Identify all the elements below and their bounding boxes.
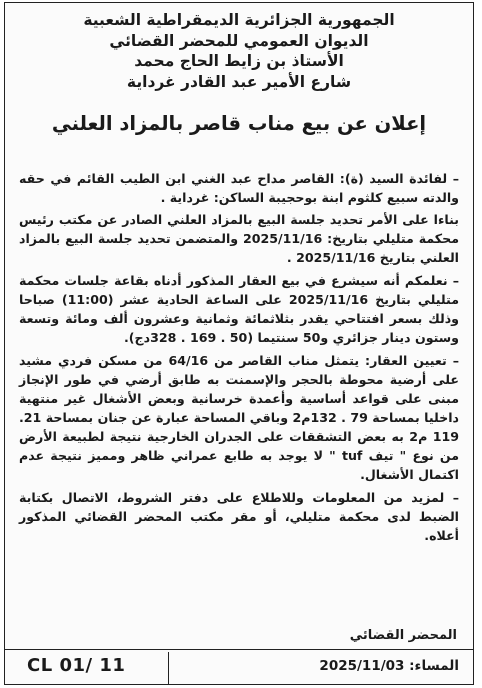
footer-rule — [5, 649, 473, 650]
notice-title: إعلان عن بيع مناب قاصر بالمزاد العلني — [51, 112, 427, 135]
notice-header — [5, 10, 473, 92]
footer-divider — [168, 652, 169, 684]
paragraph-sale-session: – نعلمكم أنه سيشرع في بيع العقار المذكور أدناه بقاعة جلسات محكمة متليلي بتاريخ 2025/11/16 على الساعة الحادية عشر (11:00) صباحا وذلك بسعر افتتاحي يقدر بثلاثمائة وثمانية وعشرون ألف ومائة وتسعة وستون دينار جزائري و50 سنتيما (50 . 169 . 328دج). — [19, 273, 459, 345]
legal-notice — [4, 2, 474, 685]
header-republic: الجمهورية الجزائرية الديمقراطية الشعبية — [83, 11, 395, 29]
header-bailiff-name: الأستاذ بن زايط الحاج محمد — [134, 52, 344, 70]
paragraph-property-description: – تعيين العقار: يتمثل مناب القاصر من 64/16 من مسكن فردي مشيد على أرضية محوطة بالحجر والإسمنت به طابق أرضي في طور الإنجاز مبنى على قواعد أساسية وأعمدة خرسانية وبعض الأشغال غير منتهية داخليا بمساحة 79 . 132م2 وباقي المساحة عبارة عن جنان بمساحة 21. 119 م2 به بعض التشققات على الجدران الخارجية نتيجة لطبيعة الأرض من نوع " تيف tuf " لا يوجد به طابع عمراني ظاهر ومميز نتيجة عدم اكتمال الأشغال. — [19, 353, 460, 482]
header-address: شارع الأمير عبد القادر غرداية — [126, 72, 352, 91]
paragraph-order: بناءا على الأمر تحديد جلسة البيع بالمزاد العلني الصادر عن مكتب رئيس محكمة متليلي بتاريخ: 2025/11/16 والمتضمن تحديد جلسة البيع بالمزاد العلني بتاريخ 2025/11/16 . — [19, 212, 459, 265]
notice-body — [19, 169, 459, 549]
header-office: الديوان العمومي للمحضر القضائي — [109, 31, 369, 50]
reference-code: CL 01/ 11 — [27, 655, 126, 676]
notice-footer — [5, 652, 473, 684]
publication-date: المساء: 2025/11/03 — [319, 658, 459, 674]
signature: المحضر القضائي — [349, 628, 457, 643]
paragraph-more-info: – لمزيد من المعلومات وللاطلاع على دفتر الشروط، الاتصال بكتابة الضبط لدى محكمة متليلي، أو مقر مكتب المحضر القضائي المذكور أعلاه. — [19, 490, 459, 543]
paragraph-beneficiary: – لفائدة السيد (ة): القاصر مداح عبد الغني ابن الطيب القائم في حقه والدته سبيع كلثوم ابنة بوحجيبة الساكن: غرداية . — [19, 171, 459, 205]
